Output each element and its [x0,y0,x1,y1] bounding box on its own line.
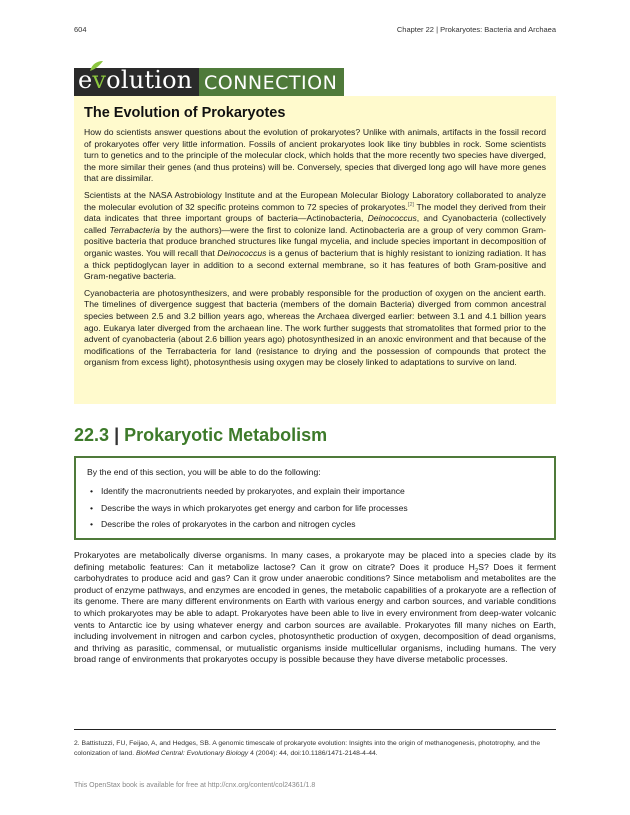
bullet-icon: • [90,502,94,513]
learning-objectives-box [74,456,556,540]
objectives-list [87,483,543,533]
section-number: 22.3 [74,425,110,445]
section-separator: | [114,425,120,445]
section-heading [74,425,327,446]
objectives-intro: By the end of this section, you will be able to do the following: [87,467,321,477]
objective-item: • Describe the ways in which prokaryotes get energy and carbon for life processes [87,500,543,517]
evolution-paragraph-2: Scientists at the NASA Astrobiology Institute and at the European Molecular Biology Laboratory collaborated to analyze the molecular evolution of 32 specific proteins common to 72 species of prokaryotes.[2] The model they derived from their data indicates that three important groups of bacteria—Actinobacteria, Deinococcus, and Cyanobacteria (collectively called Terrabacteria by the authors)—were the first to colonize land. Actinobacteria are a group of very common Gram-positive bacteria that produce branched structures like fungal mycelia, and include species important in decomposition of organic wastes. You will recall that Deinococcus is a genus of bacterium that is highly resistant to ionizing radiation. It has a thick peptidoglycan layer in addition to a second external membrane, so it has features of both Gram-positive and Gram-negative bacteria. [84,189,547,282]
page-footer: This OpenStax book is available for free at http://cnx.org/content/col24361/1.8 [74,782,316,789]
footnote-citation: 2. Battistuzzi, FU, Feijao, A, and Hedges, SB. A genomic timescale of prokaryote evolution: Insights into the origin of methanogenesis, phototrophy, and the colonization of land. BioMed Central: Evolutionary Biology 4 (2004): 44, doi:10.1186/1471-2148-4-44. [74,740,541,757]
section-title-text: Prokaryotic Metabolism [124,425,328,445]
objective-item: • Describe the roles of prokaryotes in the carbon and nitrogen cycles [87,516,543,533]
metabolism-body-paragraph: Prokaryotes are metabolically diverse organisms. In many cases, a prokaryote may be placed into a species clade by its defining metabolic features: Can it metabolize lactose? Can it grow on citrate? Does it produce $H_2S$? Does it ferment carbohydrates to produce acid and gas? Can it grow under anaerobic conditions? Since metabolism and metabolites are the product of enzyme pathways, and enzymes are encoded in genes, the metabolic capabilities of a prokaryote are a reflection of its genome. There are many different environments on Earth with various energy and carbon sources, and variable conditions to which prokaryotes may be able to adapt. Prokaryotes have been able to live in every environment from deep-water volcanic vents to Antarctic ice by using whatever energy and carbon sources are available. Prokaryotes fill many niches on Earth, including involvement in nitrogen and carbon cycles, photosynthetic production of oxygen, decomposition of dead organisms, and thriving as parasitic, commensal, or mutualistic organisms inside multicellular organisms, including humans. The very broad range of environments that prokaryotes occupy is possible because they have diverse metabolic processes. [74,550,556,665]
bullet-icon: • [90,486,94,496]
evolution-box-title: The Evolution of Prokaryotes [84,105,286,121]
bullet-icon: • [90,519,94,529]
banner-connection-word: CONNECTION [204,72,338,94]
objective-item: • Identify the macronutrients needed by prokaryotes, and explain their importance [87,483,543,500]
footnote-divider [74,729,556,730]
evolution-connection-banner [74,68,344,96]
page-number: 604 [74,25,87,34]
chapter-title: Chapter 22 | Prokaryotes: Bacteria and Archaea [396,25,556,34]
evolution-paragraph-3: Cyanobacteria are photosynthesizers, and were probably responsible for the production of oxygen on the ancient earth. The timelines of divergence suggest that bacteria (members of the domain Bacteria) diverged from common ancestral species between 2.5 and 3.2 billion years ago, whereas the Archaea diverged earlier: between 3.1 and 4.1 billion years ago. Eukarya later diverged from the archaean line. The work further suggests that stromatolites that formed prior to the advent of cyanobacteria (about 2.6 billion years ago) photosynthesized in an anoxic environment and that because of the modifications of the Terrabacteria for land (resistance to drying and the possession of compounds that protect the organism from excess light), photosynthesis using oxygen may be closely linked to adaptations to survive on land. [84,287,546,368]
banner-evolution-word: evolution [78,66,193,94]
footnote-reference-link[interactable]: [2] [407,201,415,208]
evolution-connection-box [74,96,556,404]
evolution-paragraph-1: How do scientists answer questions about the evolution of prokaryotes? Unlike with animals, artifacts in the fossil record of prokaryotes offer very little information. Fossils of ancient prokaryotes look like tiny bubbles in rock. Some scientists turn to genetics and to the principle of the molecular clock, which holds that the more recently two species have diverged, the more similar their genes (and thus proteins) will be. Conversely, species that diverged long ago will have more genes that are dissimilar. [84,127,546,184]
